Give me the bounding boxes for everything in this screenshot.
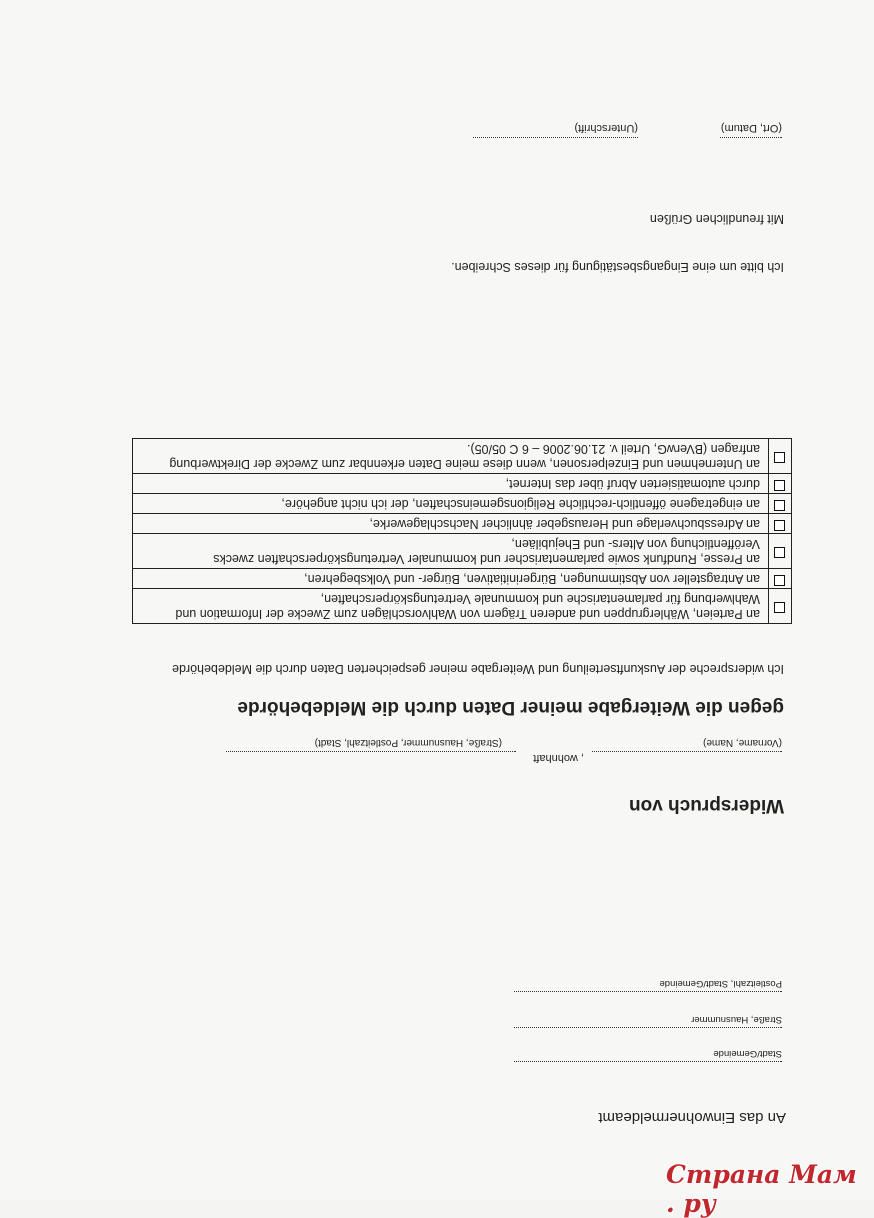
signature-label: (Unterschrift) xyxy=(574,122,638,134)
address-field[interactable] xyxy=(226,751,516,752)
option-row xyxy=(133,439,792,474)
option-row xyxy=(133,569,792,589)
address-label: (Straße, Hausnummer, Postleitzahl, Stadt) xyxy=(314,737,502,748)
place-date-field[interactable] xyxy=(720,137,782,138)
wohnhaft-text: , wohnhaft xyxy=(533,752,584,764)
name-label: (Vorname, Name) xyxy=(703,737,782,748)
street-field[interactable] xyxy=(514,1027,782,1028)
city-field[interactable] xyxy=(514,1061,782,1062)
closing: Mit freundlichen Grüßen xyxy=(649,212,784,226)
recipient: An das Einwohnermeldeamt xyxy=(598,1109,786,1126)
document-title: Widerspruch von xyxy=(628,795,784,816)
intro-text: Ich widerspreche der Auskunftserteilung und Weitergabe meiner gespeicherten Daten durch die Meldebehörde xyxy=(172,662,784,676)
option-text: an Antragsteller von Abstimmungen, Bürgerinitiativen, Bürger- und Volksbegehren, xyxy=(133,569,769,589)
option-text: durch automatisierten Abruf über das Internet, xyxy=(133,474,769,494)
option-row xyxy=(133,589,792,624)
postcode-label: Postleitzahl, Stadt/Gemeinde xyxy=(659,978,782,989)
option-checkbox[interactable] xyxy=(775,500,786,511)
option-text: an eingetragene öffentlich-rechtliche Religionsgemeinschaften, der ich nicht angehöre, xyxy=(133,494,769,514)
option-checkbox[interactable] xyxy=(775,548,786,559)
options-table xyxy=(132,438,792,624)
option-row xyxy=(133,474,792,494)
signature-field[interactable] xyxy=(473,137,638,138)
option-checkbox[interactable] xyxy=(775,453,786,464)
option-text: an Adressbuchverlage und Herausgeber ähnlicher Nachschlagewerke, xyxy=(133,514,769,534)
name-field[interactable] xyxy=(592,751,782,752)
option-row xyxy=(133,534,792,569)
option-row xyxy=(133,494,792,514)
option-text: an Parteien, Wählergruppen und anderen Trägern von Wahlvorschlägen zum Zwecke der Information und Wahlwerbung für parlamentarische und kommunale Vertretungskörperschaften, xyxy=(133,589,769,624)
option-row xyxy=(133,514,792,534)
option-text: an Presse, Rundfunk sowie parlamentarischer und kommunaler Vertretungskörperschaften zwecks Veröffentlichung von Alters- und Ehejubiläen, xyxy=(133,534,769,569)
option-checkbox[interactable] xyxy=(775,575,786,586)
option-checkbox[interactable] xyxy=(775,480,786,491)
site-watermark: Страна Мам . ру xyxy=(666,1160,857,1218)
option-text: an Unternehmen und Einzelpersonen, wenn diese meine Daten erkennbar zum Zwecke der Direktwerbung anfragen (BVerwG, Urteil v. 21.06.2006 – 6 C 05/05). xyxy=(133,439,769,474)
postcode-field[interactable] xyxy=(514,991,782,992)
city-label: Stadt/Gemeinde xyxy=(713,1048,782,1059)
street-label: Straße, Hausnummer xyxy=(691,1014,782,1025)
option-checkbox[interactable] xyxy=(775,520,786,531)
place-date-label: (Ort, Datum) xyxy=(720,122,782,134)
option-checkbox[interactable] xyxy=(775,603,786,614)
document-subtitle: gegen die Weitergabe meiner Daten durch die Meldebehörde xyxy=(237,697,784,718)
confirmation-request: Ich bitte um eine Eingangsbestätigung für dieses Schreiben. xyxy=(451,260,784,274)
